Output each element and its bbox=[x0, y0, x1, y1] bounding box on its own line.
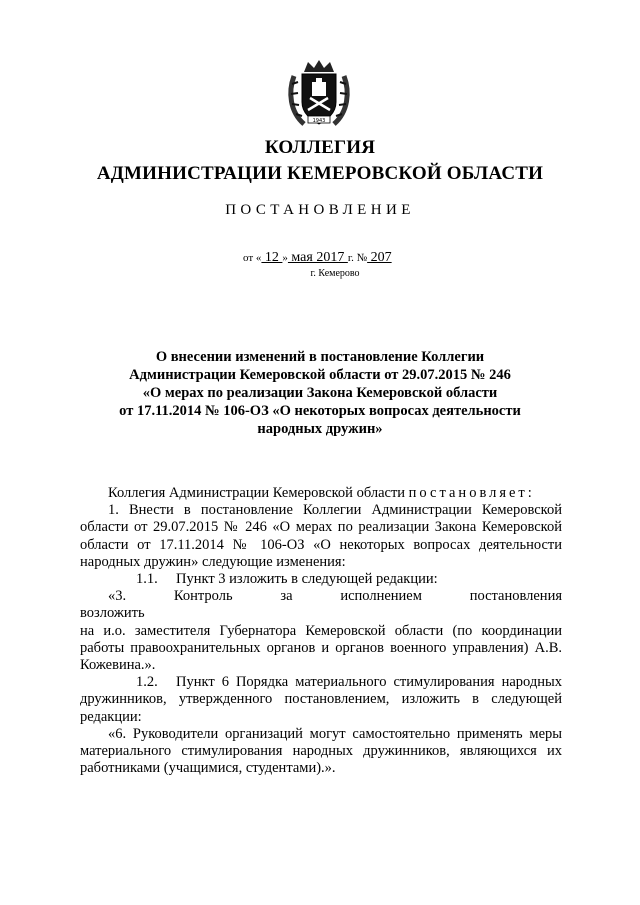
body-paragraph bbox=[80, 485, 562, 502]
header-line-2: АДМИНИСТРАЦИИ КЕМЕРОВСКОЙ ОБЛАСТИ bbox=[96, 163, 544, 184]
item-number: 1.2. bbox=[136, 674, 158, 691]
dateline-day: 12 bbox=[261, 250, 283, 265]
dateline-number: 207 bbox=[367, 250, 392, 265]
document-body bbox=[80, 485, 562, 777]
item-text: Пункт 6 Порядка материального стимулирования народных дружинников, утвержденного постановлением, изложить в следующей редакции: bbox=[80, 674, 562, 725]
preamble-text: Коллегия Администрации Кемеровской области bbox=[108, 485, 409, 501]
preamble-verb: постановляет: bbox=[408, 485, 535, 501]
kemerovo-coat-of-arms-icon bbox=[286, 58, 352, 130]
body-paragraph: 1. Внести в постановление Коллегии Администрации Кемеровской области от 29.07.2015 № 246 «О мерах по реализации Закона Кемеровской области от 17.11.2014 № 106-ОЗ «О некоторых вопросах деятельности народных дружин» следующие изменения: bbox=[80, 502, 562, 570]
item-text: Пункт 3 изложить в следующей редакции: bbox=[176, 571, 438, 588]
body-paragraph: на и.о. заместителя Губернатора Кемеровской области (по координации работы правоохранительных органов и органов военного управления) А.В. Кожевина.». bbox=[80, 622, 562, 674]
quoted-text: «3. Контроль за исполнением постановления возложить bbox=[80, 588, 562, 622]
item-number: 1.1. bbox=[136, 571, 158, 588]
dateline-sep: » bbox=[282, 252, 288, 264]
dateline bbox=[243, 250, 392, 266]
dateline-ot: от « bbox=[243, 252, 262, 264]
subject-line: от 17.11.2014 № 106-ОЗ «О некоторых вопросах деятельности bbox=[119, 403, 521, 419]
city: г. Кемерово bbox=[310, 268, 360, 279]
document-subject bbox=[100, 348, 540, 438]
dateline-month-year: мая 2017 bbox=[287, 250, 348, 265]
emblem-year: 1943 bbox=[312, 118, 326, 124]
body-paragraph bbox=[80, 571, 562, 588]
subject-line: Администрации Кемеровской области от 29.07.2015 № 246 bbox=[129, 367, 511, 383]
body-paragraph bbox=[80, 588, 562, 622]
body-paragraph bbox=[80, 674, 562, 726]
header-line-1: КОЛЛЕГИЯ bbox=[264, 137, 376, 158]
subject-line: О внесении изменений в постановление Коллегии bbox=[155, 349, 485, 365]
body-paragraph: «6. Руководители организаций могут самостоятельно применять меры материального стимулирования народных дружинников, являющихся их работниками (учащимися, студентами).». bbox=[80, 725, 562, 777]
subject-line: «О мерах по реализации Закона Кемеровской области bbox=[142, 385, 498, 401]
document-type: ПОСТАНОВЛЕНИЕ bbox=[225, 202, 415, 218]
dateline-g: г. № bbox=[347, 252, 368, 264]
subject-line: народных дружин» bbox=[257, 421, 383, 437]
